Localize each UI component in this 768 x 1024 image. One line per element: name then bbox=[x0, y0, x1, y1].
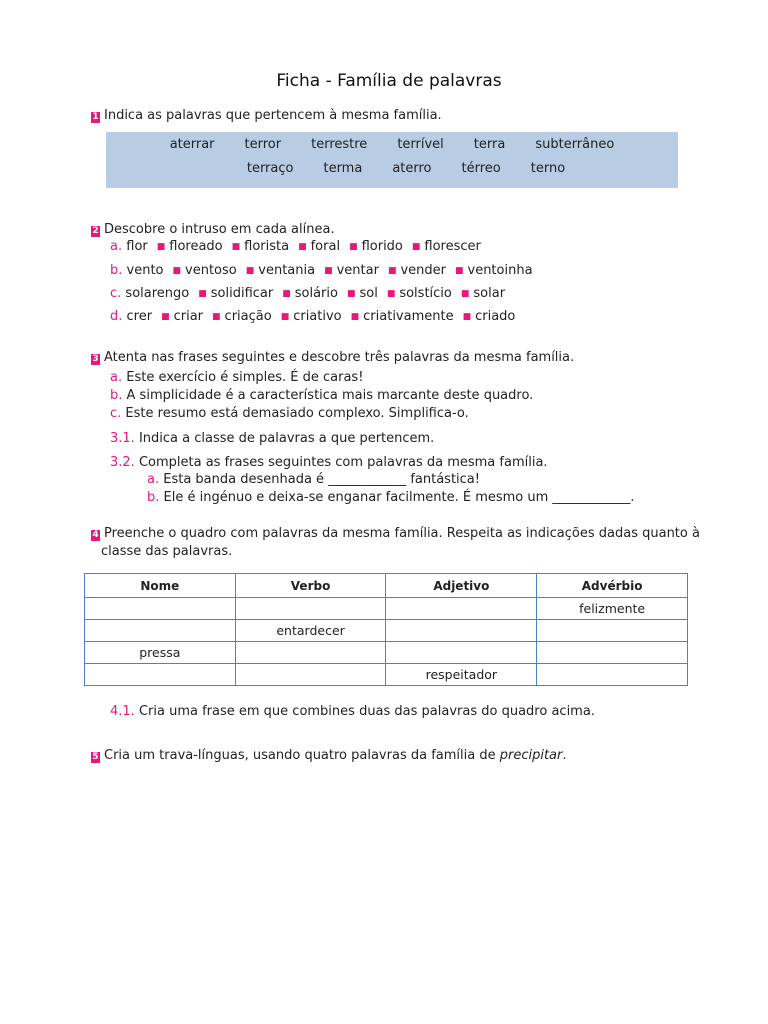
intruder-item-c: c. solarengo ■ solidificar ■ solário ■ sol ■ solstício ■ solar bbox=[110, 286, 506, 301]
sentence-b: b. A simplicidade é a característica mais marcante deste quadro. bbox=[110, 388, 534, 403]
word: subterrâneo bbox=[535, 137, 615, 152]
word: terno bbox=[530, 161, 566, 176]
table-cell[interactable] bbox=[386, 642, 537, 664]
table-cell[interactable] bbox=[85, 598, 236, 620]
sentence-a: a. Este exercício é simples. É de caras! bbox=[110, 370, 364, 385]
question-4-1: 4.1. Cria uma frase em que combines duas das palavras do quadro acima. bbox=[110, 704, 595, 719]
sentence-c: c. Este resumo está demasiado complexo. Simplifica-o. bbox=[110, 406, 469, 421]
table-cell[interactable] bbox=[537, 642, 688, 664]
table-cell[interactable] bbox=[235, 664, 386, 686]
word: terror bbox=[244, 137, 282, 152]
word: térreo bbox=[461, 161, 501, 176]
table-cell[interactable] bbox=[386, 598, 537, 620]
question-3-1: 3.1. Indica a classe de palavras a que pertencem. bbox=[110, 431, 435, 446]
table-cell[interactable] bbox=[85, 620, 236, 642]
table-row bbox=[85, 664, 688, 686]
table-cell: pressa bbox=[85, 642, 236, 664]
intruder-item-d: d. crer ■ criar ■ criação ■ criativo ■ criativamente ■ criado bbox=[110, 309, 516, 324]
exercise-number: 1 bbox=[92, 112, 99, 122]
table-cell: felizmente bbox=[537, 598, 688, 620]
page-title: Ficha - Família de palavras bbox=[276, 71, 502, 91]
word: terrestre bbox=[311, 137, 368, 152]
table-row bbox=[85, 620, 688, 642]
word-box-row-1 bbox=[106, 137, 678, 152]
exercise-1-instruction: 1 Indica as palavras que pertencem à mesma família. bbox=[92, 108, 442, 123]
header-nome: Nome bbox=[85, 574, 236, 598]
word: aterrar bbox=[169, 137, 215, 152]
exercise-3-instruction: 3 Atenta nas frases seguintes e descobre três palavras da mesma família. bbox=[92, 350, 575, 365]
table-cell[interactable] bbox=[537, 620, 688, 642]
word: terraço bbox=[246, 161, 294, 176]
header-verbo: Verbo bbox=[235, 574, 386, 598]
intruder-item-b: b. vento ■ ventoso ■ ventania ■ ventar ■ vender ■ ventoinha bbox=[110, 263, 533, 278]
table-cell[interactable] bbox=[235, 598, 386, 620]
table-cell[interactable] bbox=[85, 664, 236, 686]
word: aterro bbox=[392, 161, 432, 176]
table-cell: entardecer bbox=[235, 620, 386, 642]
word: terma bbox=[323, 161, 363, 176]
word-box-row-2 bbox=[120, 161, 692, 176]
word-family-table bbox=[84, 573, 688, 686]
question-3-2-b: b. Ele é ingénuo e deixa-se enganar facilmente. É mesmo um ____________. bbox=[147, 490, 635, 505]
table-cell[interactable] bbox=[386, 620, 537, 642]
table-header-row bbox=[85, 574, 688, 598]
question-3-2: 3.2. Completa as frases seguintes com palavras da mesma família. bbox=[110, 455, 548, 470]
question-3-2-a: a. Esta banda desenhada é ____________ fantástica! bbox=[147, 472, 480, 487]
header-adverbio: Advérbio bbox=[537, 574, 688, 598]
word-box bbox=[106, 132, 678, 188]
exercise-4-instruction: 4 Preenche o quadro com palavras da mesma família. Respeita as indicações dadas quanto à bbox=[92, 526, 700, 541]
exercise-number: 5 bbox=[92, 752, 99, 762]
table-cell: respeitador bbox=[386, 664, 537, 686]
exercise-5-instruction: 5 Cria um trava-línguas, usando quatro palavras da família de precipitar. bbox=[92, 748, 567, 763]
word: terrível bbox=[397, 137, 444, 152]
exercise-4-instruction-cont: classe das palavras. bbox=[101, 544, 233, 559]
table-cell[interactable] bbox=[537, 664, 688, 686]
table-cell[interactable] bbox=[235, 642, 386, 664]
exercise-number: 3 bbox=[92, 354, 99, 364]
word: terra bbox=[473, 137, 506, 152]
header-adjetivo: Adjetivo bbox=[386, 574, 537, 598]
exercise-2-instruction: 2 Descobre o intruso em cada alínea. bbox=[92, 222, 335, 237]
table-row bbox=[85, 642, 688, 664]
exercise-number: 4 bbox=[92, 530, 99, 540]
exercise-number: 2 bbox=[92, 226, 99, 236]
table-row bbox=[85, 598, 688, 620]
intruder-item-a: a. flor ■ floreado ■ florista ■ foral ■ florido ■ florescer bbox=[110, 239, 481, 254]
